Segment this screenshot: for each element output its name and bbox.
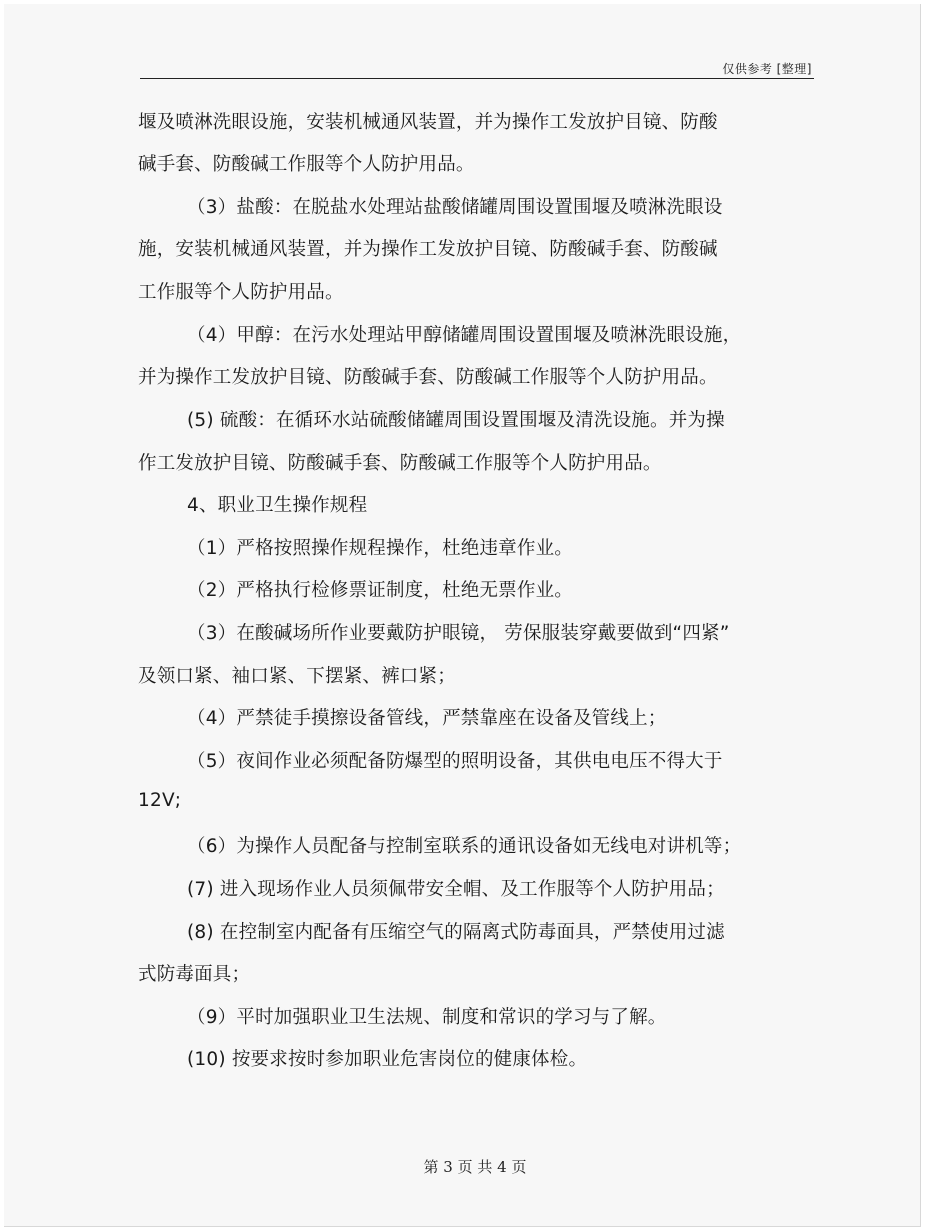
page-header [140,56,814,79]
text-line: （4）甲醇：在污水处理站甲醇储罐周围设置围堰及喷淋洗眼设施， [187,325,742,346]
text-line: 式防毒面具； [138,964,251,985]
text-line: 及领口紧、袖口紧、下摆紧、裤口紧； [138,666,456,687]
text-line: 作工发放护目镜、防酸碱手套、防酸碱工作服等个人防护用品。 [138,453,662,474]
page-footer: 第 3 页 共 4 页 [423,1158,527,1176]
text-line: 施，安装机械通风装置，并为操作工发放护目镜、防酸碱手套、防酸碱 [138,239,718,260]
text-line: (10) 按要求按时参加职业危害岗位的健康体检。 [187,1049,588,1070]
header-text: 仅供参考 [整理] [722,62,812,76]
text-line: (8) 在控制室内配备有压缩空气的隔离式防毒面具，严禁使用过滤 [187,922,725,943]
text-line: 工作服等个人防护用品。 [138,282,344,303]
text-line: 并为操作工发放护目镜、防酸碱手套、防酸碱工作服等个人防护用品。 [138,367,718,388]
text-line: （1）严格按照操作规程操作，杜绝违章作业。 [187,538,573,559]
text-line: （4）严禁徒手摸擦设备管线，严禁靠座在设备及管线上； [187,708,667,729]
text-line: 碱手套、防酸碱工作服等个人防护用品。 [138,154,475,175]
text-line: （3）在酸碱场所作业要戴防护眼镜， 劳保服装穿戴要做到“四紧” [187,623,730,644]
text-line: （3）盐酸：在脱盐水处理站盐酸储罐周围设置围堰及喷淋洗眼设 [187,197,723,218]
text-line: 12V; [138,790,182,811]
text-line: （9）平时加强职业卫生法规、制度和常识的学习与了解。 [187,1007,667,1028]
text-line: （2）严格执行检修票证制度，杜绝无票作业。 [187,580,573,601]
text-line: (5) 硫酸：在循环水站硫酸储罐周围设置围堰及清洗设施。并为操 [187,410,725,431]
document-page [4,4,921,1227]
text-line: （5）夜间作业必须配备防爆型的照明设备，其供电电压不得大于 [187,751,723,772]
section-heading: 4、职业卫生操作规程 [187,495,368,516]
text-line: （6）为操作人员配备与控制室联系的通讯设备如无线电对讲机等； [187,836,742,857]
text-line: (7) 进入现场作业人员须佩带安全帽、及工作服等个人防护用品； [187,879,725,900]
text-line: 堰及喷淋洗眼设施，安装机械通风装置，并为操作工发放护目镜、防酸 [138,112,718,133]
